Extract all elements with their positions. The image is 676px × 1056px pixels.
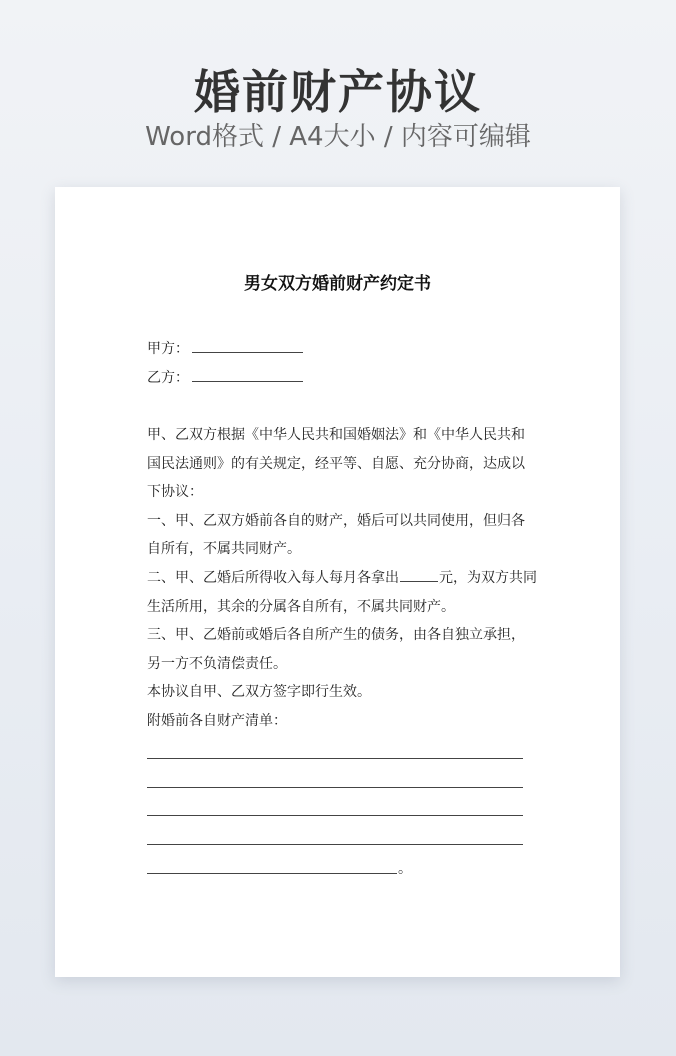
intro-paragraph: 甲、乙双方根据《中华人民共和国婚姻法》和《中华人民共和国民法通则》的有关规定，经平等、自愿、充分协商，达成以下协议： (147, 427, 525, 501)
property-list-line[interactable] (147, 758, 523, 759)
party-b-blank[interactable] (192, 366, 303, 382)
party-a-line (147, 337, 303, 360)
banner-subtitle: Word格式 / A4大小 / 内容可编辑 (145, 122, 531, 152)
banner (0, 0, 676, 180)
document-page (55, 187, 620, 977)
property-list-line-last[interactable] (147, 873, 397, 874)
party-b-line (147, 366, 303, 389)
attachment-label: 附婚前各自财产清单： (147, 712, 287, 729)
document-title: 男女双方婚前财产约定书 (244, 274, 431, 294)
clause-3: 三、甲、乙婚前或婚后各自所产生的债务，由各自独立承担，另一方不负清偿责任。 (147, 627, 525, 672)
amount-blank[interactable] (400, 567, 438, 582)
party-a-label: 甲方： (147, 341, 189, 357)
clause-2 (147, 564, 537, 621)
clause-2-after: 元，为双方共同生活所用，其余的分属各自所有，不属共同财产。 (147, 569, 537, 615)
party-b-label: 乙方： (147, 370, 189, 386)
property-list-line[interactable] (147, 844, 523, 845)
agreement-body (147, 421, 537, 736)
clause-1: 一、甲、乙双方婚前各自的财产，婚后可以共同使用，但归各自所有，不属共同财产。 (147, 512, 525, 558)
party-a-blank[interactable] (192, 337, 303, 353)
property-list-line[interactable] (147, 815, 523, 816)
property-list-line[interactable] (147, 787, 523, 788)
banner-title: 婚前财产协议 (194, 65, 482, 119)
end-period: 。 (398, 861, 412, 877)
clause-2-before: 二、甲、乙婚后所得收入每人每月各拿出 (147, 569, 399, 586)
effect-paragraph: 本协议自甲、乙双方签字即行生效。 (147, 684, 371, 701)
